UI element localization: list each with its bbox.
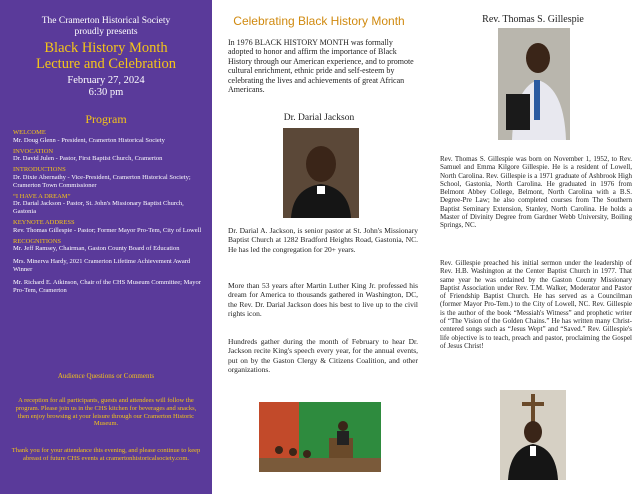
presents-line: proudly presents — [74, 27, 138, 37]
middle-panel — [212, 0, 426, 494]
gillespie-bio-2: Rev. Gillespie preached his initial sermon under the leadership of Rev. H.B. Washington at the Center Baptist Church in 1977. That same year he was ordained by the Gaston County Missionary Baptist Association under Rev. T.M. Walker, Moderator and Pastor of Friendship Baptist Church. He has served as a Councilman (former Mayor Pro-Tem.) to the City of Lowell, NC. Rev. Gillespie is the author of the book “Messiah's Witness” and prophetic writer of “The Vision of the Golden Chains.” He has written many Christ-centered songs such as “Jesus Wept” and “Saved.” Rev. Gillespie's life objective is to teach, preach and pastor, proclaiming the Gospel of Jesus Christ! — [440, 259, 632, 350]
event-stage-photo — [259, 402, 381, 472]
reception-note: A reception for all participants, guests and attendees will follow the program. Please join us in the CHS kitchen for beverages and snacks, then enjoy browsing at your leisure through our Cramerton Historic Museum. — [15, 397, 197, 428]
event-date: February 27, 2024 — [67, 75, 145, 86]
program-list — [13, 126, 205, 294]
intro-paragraph: In 1976 BLACK HISTORY MONTH was formally adopted to honor and affirm the importance of Black History through our American experience, and to promote cultural enrichment, ethnic pride and self-esteem by celebrating the lives and achievements of great African Americans. — [228, 38, 414, 95]
program-item-text: Mr. Jeff Ramsey, Chairman, Gaston County Board of Education — [13, 245, 180, 253]
program-item-heading: “I HAVE A DREAM” — [13, 192, 71, 200]
program-heading: Program — [85, 112, 127, 126]
middle-heading: Celebrating Black History Month — [233, 14, 405, 28]
society-header — [6, 16, 206, 38]
jackson-paragraph-1: Dr. Darial A. Jackson, is senior pastor at St. John's Missionary Baptist Church at 1282 Bradford Heights Road, Gastonia, NC. He has led the congregation for 20+ years. — [228, 226, 418, 254]
event-stage-illustration — [259, 402, 381, 472]
gillespie-pulpit-illustration — [500, 390, 566, 480]
gillespie-heading: Rev. Thomas S. Gillespie — [482, 14, 584, 25]
program-item-text: Dr. Dixie Abernathy - Vice-President, Cramerton Historical Society; Cramerton Town Commissioner — [13, 173, 191, 189]
program-item-heading: KEYNOTE ADDRESS — [13, 218, 75, 226]
program-item-text: Rev. Thomas Gillespie - Pastor; Former Mayor Pro-Tem, City of Lowell — [13, 226, 202, 234]
program-item-text: Mr. Richard E. Atkinson, Chair of the CHS Museum Committee; Mayor Pro-Tem, Cramerton — [13, 278, 201, 294]
title-line-1: Black History Month — [44, 40, 168, 56]
program-item-text: Mrs. Minerva Hardy, 2021 Cramerton Lifetime Achievement Award Winner — [13, 258, 191, 273]
event-datetime — [6, 75, 206, 99]
program-item-heading: INTRODUCTIONS — [13, 166, 66, 174]
left-panel — [0, 0, 212, 494]
program-item-heading: RECOGNITIONS — [13, 237, 62, 245]
right-panel — [426, 0, 640, 494]
jackson-paragraph-3: Hundreds gather during the month of February to hear Dr. Jackson recite King's speech every year, for the annual events, put on by the Gaston Clergy & Citizens Coalition, and other organizations. — [228, 337, 418, 375]
event-time: 6:30 pm — [88, 87, 124, 98]
gillespie-bio-1: Rev. Thomas S. Gillespie was born on November 1, 1952, to Rev. Samuel and Emma Kilgore Gillespie. He is a resident of Lowell, North Carolina. Rev. Gillespie is a 1971 graduate of Ashbrook High School, Gastonia, North Carolina. He graduated in 1976 from Belmont Abbey College, Belmont, North Carolina with a B.S. Degree-Pre Law; he also completed courses from The Southern Baptist Seminary Extension, Stanley, North Carolina. He holds a Master of Divinity Degree from Gardner Webb University, Boiling Springs, NC. — [440, 155, 632, 230]
audience-questions: Audience Questions or Comments — [57, 372, 155, 380]
jackson-subheading: Dr. Darial Jackson — [283, 113, 355, 123]
jackson-paragraph-2: More than 53 years after Martin Luther King Jr. professed his dream for America to thousands gathered in Washington, DC, the Rev. Dr. Darial Jackson does his best to live up to the civil rights icon. — [228, 281, 418, 319]
gillespie-portrait-illustration — [498, 28, 570, 140]
program-item-text: Mr. Doug Glenn - President, Cramerton Historical Society — [13, 136, 165, 144]
event-title — [6, 40, 206, 72]
program-item-heading: INVOCATION — [13, 147, 54, 155]
program-item-heading: WELCOME — [13, 129, 46, 136]
gillespie-pulpit-photo — [500, 390, 566, 480]
program-item-text: Dr. Darial Jackson - Pastor, St. John's Missionary Baptist Church, Gastonia — [13, 200, 184, 216]
title-line-2: Lecture and Celebration — [35, 56, 177, 72]
thanks-note: Thank you for your attendance this evening, and please continue to keep abreast of future CHS events at cramertonhistoricalsociety.com. — [11, 447, 201, 462]
society-name: The Cramerton Historical Society — [41, 16, 171, 26]
jackson-portrait-photo — [283, 128, 359, 218]
gillespie-portrait-photo — [498, 28, 570, 140]
program-item-text: Dr. David Julen - Pastor, First Baptist Church, Cramerton — [13, 155, 163, 163]
jackson-portrait-illustration — [283, 128, 359, 218]
